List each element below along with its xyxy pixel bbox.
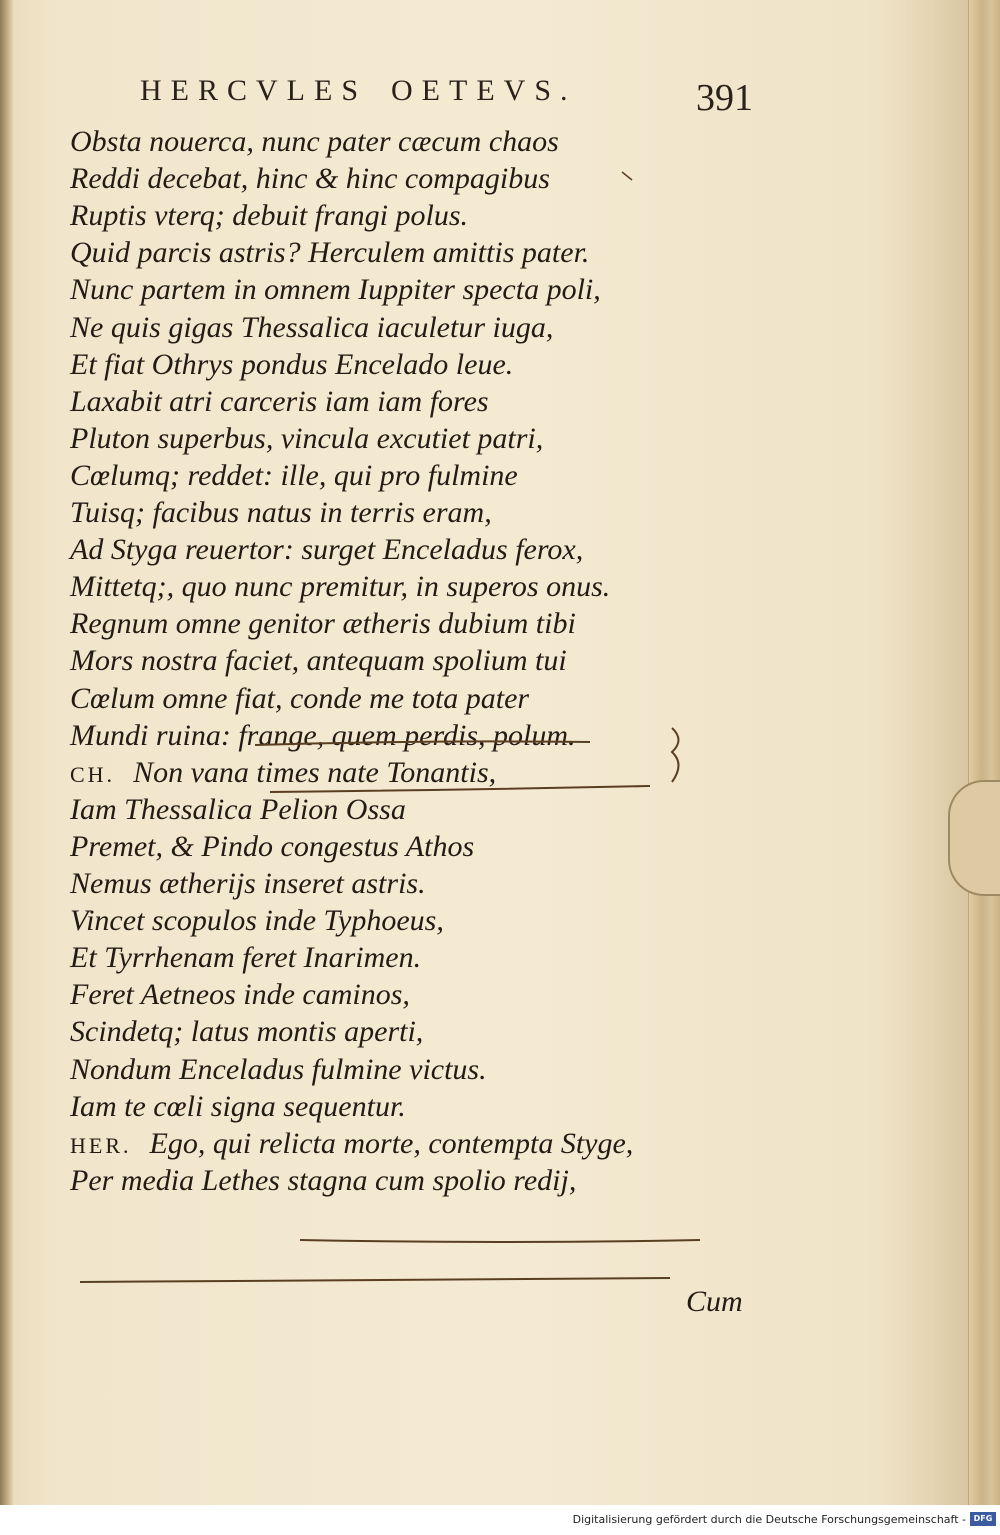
verse-text-span: Premet, & Pindo congestus Athos bbox=[70, 829, 475, 863]
verse-text-span: Iam te cœli signa sequentur. bbox=[70, 1089, 406, 1123]
verse-text-span: Mundi ruina: frange, quem perdis, polum. bbox=[70, 718, 576, 752]
verse-text-span: Ruptis vterq; debuit frangi polus. bbox=[70, 199, 469, 233]
verse-line bbox=[70, 569, 610, 605]
page-gutter bbox=[0, 0, 14, 1505]
verse-text-span: Per media Lethes stagna cum spolio redij, bbox=[70, 1163, 577, 1197]
dfg-logo: DFG bbox=[970, 1512, 996, 1526]
verse-line bbox=[70, 1052, 487, 1088]
verse-line bbox=[70, 532, 583, 568]
verse-line bbox=[70, 829, 474, 865]
footer-credit: Digitalisierung gefördert durch die Deutsche Forschungsgemeinschaft - bbox=[572, 1513, 966, 1526]
verse-text-span: Regnum omne genitor ætheris dubium tibi bbox=[70, 607, 576, 641]
verse-text-span: Ego, qui relicta morte, contempta Styge, bbox=[149, 1126, 634, 1160]
underline-mark bbox=[80, 1278, 670, 1282]
verse-line bbox=[70, 866, 426, 902]
verse-text-span: Ne quis gigas Thessalica iaculetur iuga, bbox=[70, 310, 554, 344]
verse-line bbox=[70, 161, 550, 197]
page-clip bbox=[948, 780, 1000, 896]
verse-line bbox=[70, 235, 589, 271]
verse-line bbox=[70, 124, 559, 160]
verse-text-span: Ad Styga reuertor: surget Enceladus ferox, bbox=[70, 533, 584, 567]
verse-line bbox=[70, 718, 576, 754]
verse-line bbox=[70, 1014, 423, 1050]
verse-line bbox=[70, 977, 410, 1013]
verse-line bbox=[70, 310, 553, 346]
verse-text-span: Nemus ætherijs inseret astris. bbox=[70, 867, 426, 900]
speaker-label: CH. bbox=[70, 761, 116, 787]
verse-text-span: Feret Aetneos inde caminos, bbox=[70, 978, 410, 1012]
verse-line bbox=[70, 458, 518, 494]
catchword: Cum bbox=[686, 1285, 743, 1318]
verse-text-span: Laxabit atri carceris iam iam fores bbox=[70, 384, 489, 418]
verse-text-span: Mittetq;, quo nunc premitur, in superos onus. bbox=[70, 570, 611, 604]
verse-line bbox=[70, 347, 513, 383]
verse-text-span: Et fiat Othrys pondus Encelado leue. bbox=[70, 347, 514, 381]
verse-line bbox=[70, 755, 496, 793]
verse-text-span: Cœlumq; reddet: ille, qui pro fulmine bbox=[70, 458, 518, 492]
verse-text-span: Iam Thessalica Pelion Ossa bbox=[70, 792, 406, 826]
verse-line bbox=[70, 606, 576, 642]
verse-text-span: Nunc partem in omnem Iuppiter specta poli, bbox=[70, 273, 601, 307]
verse-text-span: Et Tyrrhenam feret Inarimen. bbox=[70, 941, 422, 975]
verse-text-span: Non vana times nate Tonantis, bbox=[133, 755, 497, 789]
verse-line bbox=[70, 1089, 406, 1125]
verse-line bbox=[70, 384, 489, 420]
verse-text-span: Cœlum omne fiat, conde me tota pater bbox=[70, 681, 530, 715]
underline-mark bbox=[300, 1240, 700, 1242]
verse-text-span: Nondum Enceladus fulmine victus. bbox=[70, 1052, 487, 1086]
verse-line bbox=[70, 272, 601, 308]
verse-line bbox=[70, 1126, 633, 1164]
verse-line bbox=[70, 421, 543, 457]
verse-text-span: Tuisq; facibus natus in terris eram, bbox=[70, 496, 492, 529]
speaker-label: HER. bbox=[70, 1132, 132, 1158]
verse-text-span: Quid parcis astris? Herculem amittis pater. bbox=[70, 236, 590, 270]
page-number: 391 bbox=[696, 77, 753, 119]
ink-tick bbox=[622, 172, 632, 180]
verse-text-span: Obsta nouerca, nunc pater cæcum chaos bbox=[70, 125, 559, 158]
digitization-footer bbox=[0, 1505, 1000, 1535]
verse-text-span: Vincet scopulos inde Typhoeus, bbox=[70, 904, 444, 938]
page-edge bbox=[968, 0, 1000, 1505]
running-title-2: OETEVS. bbox=[391, 74, 577, 107]
verse-line bbox=[70, 940, 421, 976]
verse-line bbox=[70, 681, 529, 717]
verse-text-span: Mors nostra faciet, antequam spolium tui bbox=[70, 644, 567, 678]
running-title-1: HERCVLES bbox=[140, 74, 368, 107]
verse-line bbox=[70, 198, 468, 234]
running-header bbox=[140, 74, 577, 108]
verse-text-span: Reddi decebat, hinc & hinc compagibus bbox=[70, 162, 550, 196]
verse-text-span: Pluton superbus, vincula excutiet patri, bbox=[70, 421, 544, 455]
verse-line bbox=[70, 1163, 576, 1199]
verse-line bbox=[70, 643, 567, 679]
verse-line bbox=[70, 495, 492, 531]
verse-line bbox=[70, 903, 444, 939]
verse-text-span: Scindetq; latus montis aperti, bbox=[70, 1015, 424, 1049]
brace-mark bbox=[672, 728, 679, 782]
verse-line bbox=[70, 792, 406, 828]
